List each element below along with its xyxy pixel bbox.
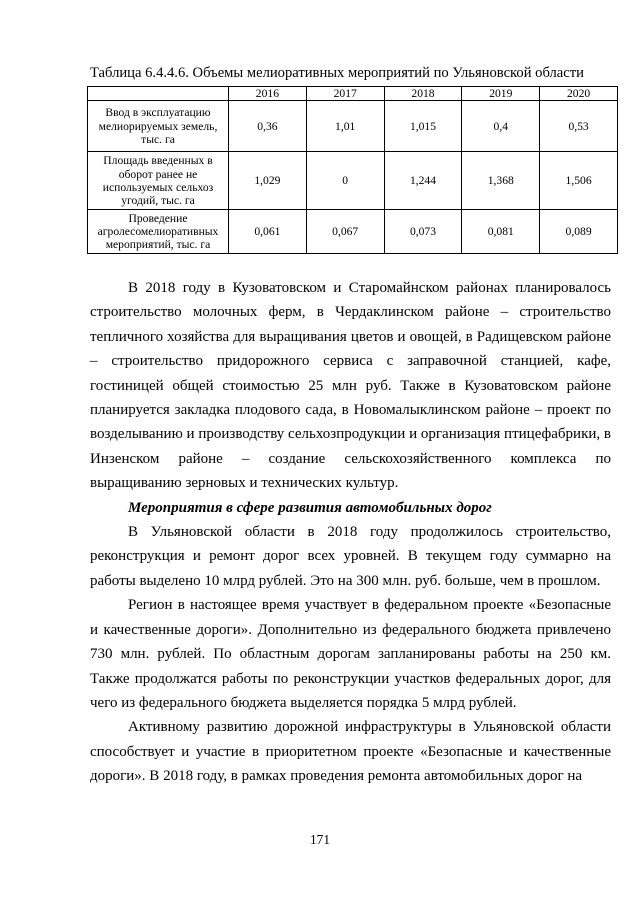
header-cell bbox=[88, 87, 229, 101]
paragraph: Активному развитию дорожной инфраструктуры в Ульяновской области способствует и участие в приоритетном проекте «Безопасные и качественные дороги». В 2018 году, в рамках проведения ремонта автомобильных дорог на bbox=[90, 719, 611, 785]
header-cell-year: 2020 bbox=[540, 87, 618, 101]
table-cell: 1,029 bbox=[229, 152, 307, 210]
row-label: Проведение агролесомелиоративных мероприятий, тыс. га bbox=[88, 210, 229, 254]
table-header-row bbox=[88, 87, 618, 101]
header-cell-year: 2016 bbox=[229, 87, 307, 101]
table-cell: 0,089 bbox=[540, 210, 618, 254]
table-row bbox=[88, 210, 618, 254]
body-text bbox=[90, 276, 611, 789]
table-cell: 1,244 bbox=[384, 152, 462, 210]
table-cell: 0,067 bbox=[306, 210, 384, 254]
table-caption: Таблица 6.4.4.6. Объемы мелиоративных мероприятий по Ульяновской области bbox=[90, 65, 584, 81]
table-cell: 0,36 bbox=[229, 101, 307, 152]
table-cell: 1,015 bbox=[384, 101, 462, 152]
table-cell: 0,081 bbox=[462, 210, 540, 254]
table-row bbox=[88, 101, 618, 152]
row-label: Площадь введенных в оборот ранее не используемых сельхоз угодий, тыс. га bbox=[88, 152, 229, 210]
page-number: 171 bbox=[310, 832, 330, 847]
table-cell: 1,506 bbox=[540, 152, 618, 210]
paragraph: В 2018 году в Кузоватовском и Старомайнском районах планировалось строительство молочных ферм, в Чердаклинском районе – строительство тепличного хозяйства для выращивания цветов и овощей, в Радищевском районе – строительство придорожного сервиса с заправочной станцией, кафе, гостиницей общей стоимостью 25 млн руб. Также в Кузоватовском районе планируется закладка плодового сада, в Новомалыклинском районе – проект по возделыванию и производству сельхозпродукции и организация птицефабрики, в Инзенском районе – создание сельскохозяйственного комплекса по выращиванию зерновых и технических культур. bbox=[90, 280, 611, 492]
paragraph: В Ульяновской области в 2018 году продолжилось строительство, реконструкция и ремонт дорог всех уровней. В текущем году суммарно на работы выделено 10 млрд рублей. Это на 300 млн. руб. больше, чем в прошлом. bbox=[90, 524, 611, 589]
table-cell: 0,4 bbox=[462, 101, 540, 152]
table-cell: 1,368 bbox=[462, 152, 540, 210]
table-row bbox=[88, 152, 618, 210]
table-cell: 0,53 bbox=[540, 101, 618, 152]
paragraph: Регион в настоящее время участвует в федеральном проекте «Безопасные и качественные дороги». Дополнительно из федерального бюджета привлечено 730 млн. рублей. По областным дорогам запланированы работы на 250 км. Также продолжатся работы по реконструкции участков федеральных дорог, для чего из федерального бюджета выделяется порядка 5 млрд рублей. bbox=[90, 597, 611, 711]
header-cell-year: 2018 bbox=[384, 87, 462, 101]
header-cell-year: 2019 bbox=[462, 87, 540, 101]
table-cell: 0 bbox=[306, 152, 384, 210]
header-cell-year: 2017 bbox=[306, 87, 384, 101]
table-cell: 0,073 bbox=[384, 210, 462, 254]
row-label: Ввод в эксплуатацию мелиорируемых земель, тыс. га bbox=[88, 101, 229, 152]
reclamation-table bbox=[87, 86, 618, 254]
table-cell: 0,061 bbox=[229, 210, 307, 254]
table-cell: 1,01 bbox=[306, 101, 384, 152]
section-heading: Мероприятия в сфере развития автомобильных дорог bbox=[128, 499, 492, 516]
